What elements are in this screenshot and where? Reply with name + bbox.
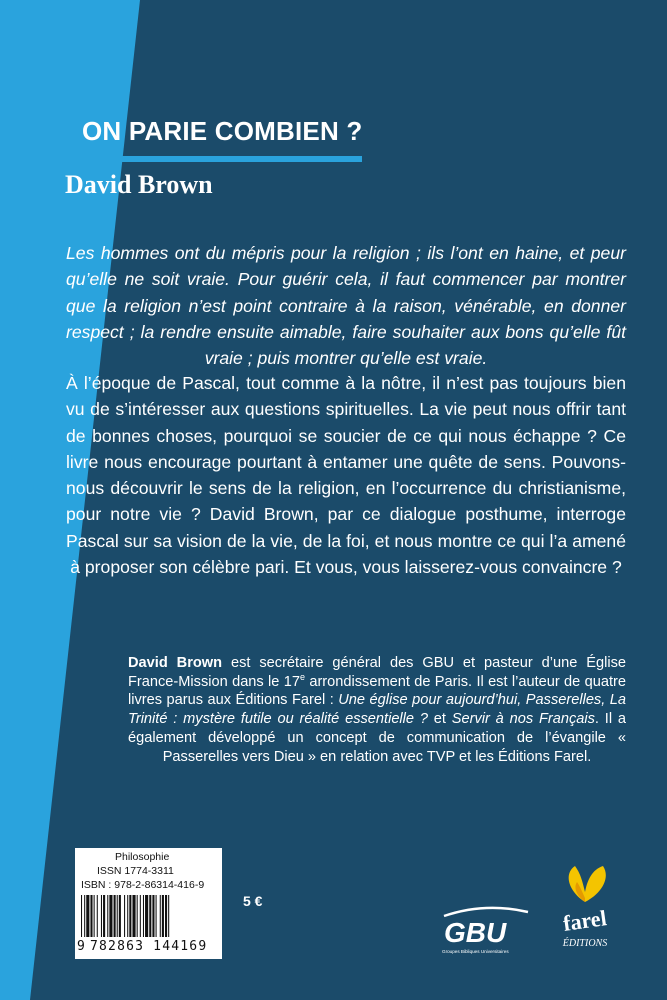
barcode-bar (140, 895, 141, 937)
barcode-bar (162, 895, 164, 937)
price-label: 5 € (243, 893, 263, 909)
author-bio (128, 654, 626, 766)
barcode-bar (152, 895, 154, 937)
barcode-label (75, 848, 222, 959)
barcode-bar (127, 895, 128, 937)
barcode-bar (81, 895, 82, 937)
barcode-bars (79, 895, 218, 939)
pascal-quote: Les hommes ont du mépris pour la religion ; ils l’ont en haine, et peur qu’elle ne soit vraie. Pour guérir cela, il faut commencer par montrer que la religion n’est point contraire à la raison, vénérable, en donner respect ; la rendre ensuite aimable, faire souhaiter aux bons qu’elle fût vraie ; puis montrer qu’elle est vraie. (66, 243, 626, 369)
barcode-category: Philosophie (115, 851, 170, 863)
barcode-bar (97, 895, 98, 937)
barcode-bar (129, 895, 131, 937)
barcode-isbn: ISBN : 978-2-86314-416-9 (81, 879, 205, 891)
bio-book-list-2: Servir à nos Français (451, 711, 595, 728)
barcode-bar (149, 895, 151, 937)
barcode-first-digit: 9 (77, 939, 85, 954)
barcode-bar (94, 895, 95, 937)
barcode-bar (165, 895, 167, 937)
barcode-bar (145, 895, 148, 937)
barcode-issn: ISSN 1774-3311 (97, 865, 174, 877)
author-name: David Brown (65, 170, 213, 199)
barcode-bar (84, 895, 85, 937)
bio-text-2: arrondissement de Paris. Il est l’auteur de quatre livres parus aux Éditions Farel : (128, 673, 627, 709)
bio-book-list-1: Une église pour aujourd’hui, Passerelles, La Trinité : mystère futile ou réalité essentielle ? (128, 692, 627, 728)
gbu-logo-subtitle: Groupes Bibliques Universitaires (442, 949, 509, 954)
barcode-digits: 782863 144169 (90, 939, 208, 954)
book-description: À l’époque de Pascal, tout comme à la nôtre, il n’est pas toujours bien vu de s’intéresser aux questions spirituelles. La vie peut nous offrir tant de bonnes choses, pourquoi se soucier de ce qui nous échappe ? Ce livre nous encourage pourtant à entamer une quête de sens. Pouvons-nous découvrir le sens de la religion, en l’occurrence du christianisme, pour notre vie ? David Brown, par ce dialogue posthume, interroge Pascal sur sa vision de la vie, de la foi, et nous montre ce qui l’a amené à proposer son célèbre pari. Et vous, vous laisserez-vous convaincre ? (66, 373, 626, 578)
barcode-bar (124, 895, 125, 937)
barcode-bar (86, 895, 89, 937)
barcode-bar (109, 895, 112, 937)
barcode-bar (132, 895, 135, 937)
book-title: ON PARIE COMBIEN ? (82, 116, 363, 146)
farel-logo (555, 862, 615, 958)
barcode-bar (168, 895, 169, 937)
barcode-bar (160, 895, 161, 937)
barcode-bar (156, 895, 157, 937)
barcode-bar (137, 895, 138, 937)
title-underline (30, 156, 362, 162)
bio-text-1: est secrétaire général des GBU et pasteur d’une Église France-Mission dans le 17 (128, 655, 626, 690)
farel-logo-subtitle: ÉDITIONS (562, 938, 608, 949)
bio-author-name: David Brown (128, 655, 223, 671)
farel-logo-text: farel (561, 905, 609, 936)
barcode-bar (103, 895, 105, 937)
barcode-bar (114, 895, 116, 937)
barcode-bar (119, 895, 121, 937)
barcode-bar (90, 895, 92, 937)
bio-text-3: et (427, 711, 452, 728)
gbu-logo (440, 906, 530, 962)
barcode-bar (107, 895, 108, 937)
gbu-logo-text: GBU (444, 917, 507, 948)
barcode-bar (101, 895, 102, 937)
barcode-bar (117, 895, 118, 937)
bio-text-4: . Il a également développé un concept de communication de l’évangile « Passerelles vers Dieu » en relation avec TVP et les Éditions Farel. (128, 711, 627, 765)
bio-superscript: e (299, 671, 305, 682)
barcode-bar (143, 895, 144, 937)
